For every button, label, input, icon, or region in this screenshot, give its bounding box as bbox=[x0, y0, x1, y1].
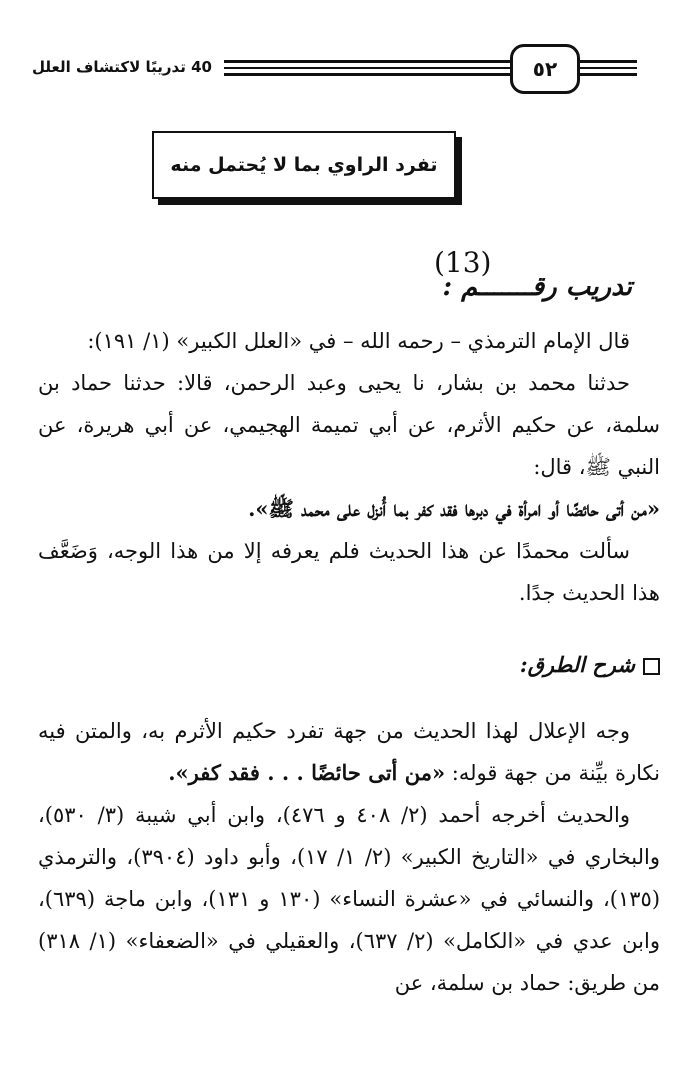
explanation-paragraph-2: والحديث أخرجه أحمد (٢/ ٤٠٨ و ٤٧٦)، وابن أبي شيبة (٣/ ٥٣٠)، والبخاري في «التاريخ الكبير» (٢/ ١/ ١٧)، وأبو داود (٣٩٠٤)، والترمذي (١٣٥)، والنسائي في «عشرة النساء» (١٣٠ و ١٣١)، وابن ماجة (٦٣٩)، وابن عدي في «الكامل» (٢/ ٦٣٧)، والعقيلي في «الضعفاء» (١/ ٣١٨) من طريق: حماد بن سلمة، عن bbox=[38, 803, 661, 995]
explanation-quote: «من أتى حائضًا . . . فقد كفر». bbox=[168, 760, 446, 785]
section-heading bbox=[520, 652, 660, 677]
section-heading-label: شرح الطرق: bbox=[519, 652, 635, 677]
explanation-text: وجه الإعلال لهذا الحديث من جهة تفرد حكيم الأثرم به، والمتن فيه نكارة بيِّنة من جهة قوله: bbox=[38, 719, 660, 785]
header-rule-right bbox=[577, 60, 637, 80]
topic-heading-box bbox=[152, 131, 456, 199]
page-number-badge bbox=[510, 44, 580, 94]
checkbox-icon bbox=[643, 658, 660, 675]
book-title: 40 تدريبًا لاكتشاف العلل bbox=[32, 58, 212, 76]
explanation-paragraph-1 bbox=[38, 710, 660, 794]
topic-heading: تفرد الراوي بما لا يُحتمل منه bbox=[170, 154, 438, 176]
exercise-label: تدريب رقـــــــم : bbox=[442, 272, 632, 302]
page-header bbox=[32, 44, 672, 98]
exercise-number: (13) bbox=[434, 246, 492, 279]
header-rule bbox=[224, 60, 539, 80]
isnad-paragraph: حدثنا محمد بن بشار، نا يحيى وعبد الرحمن، قالا: حدثنا حماد بن سلمة، عن حكيم الأثرم، عن أبي تميمة الهجيمي، عن أبي هريرة، عن النبي ﷺ، قال: bbox=[38, 371, 660, 479]
page-number: ٥٢ bbox=[532, 57, 558, 81]
matn-paragraph: «من أتى حائضًا أو امرأة في دبرها فقد كفر بما أُنزل على محمد ﷺ». bbox=[248, 496, 660, 521]
comment-paragraph: سألت محمدًا عن هذا الحديث فلم يعرفه إلا من هذا الوجه، وَضَعَّف هذا الحديث جدًا. bbox=[38, 539, 660, 605]
intro-paragraph: قال الإمام الترمذي – رحمه الله – في «العلل الكبير» (١/ ١٩١): bbox=[87, 329, 630, 353]
hadith-text-block bbox=[38, 320, 660, 614]
explanation-block bbox=[38, 710, 660, 1004]
